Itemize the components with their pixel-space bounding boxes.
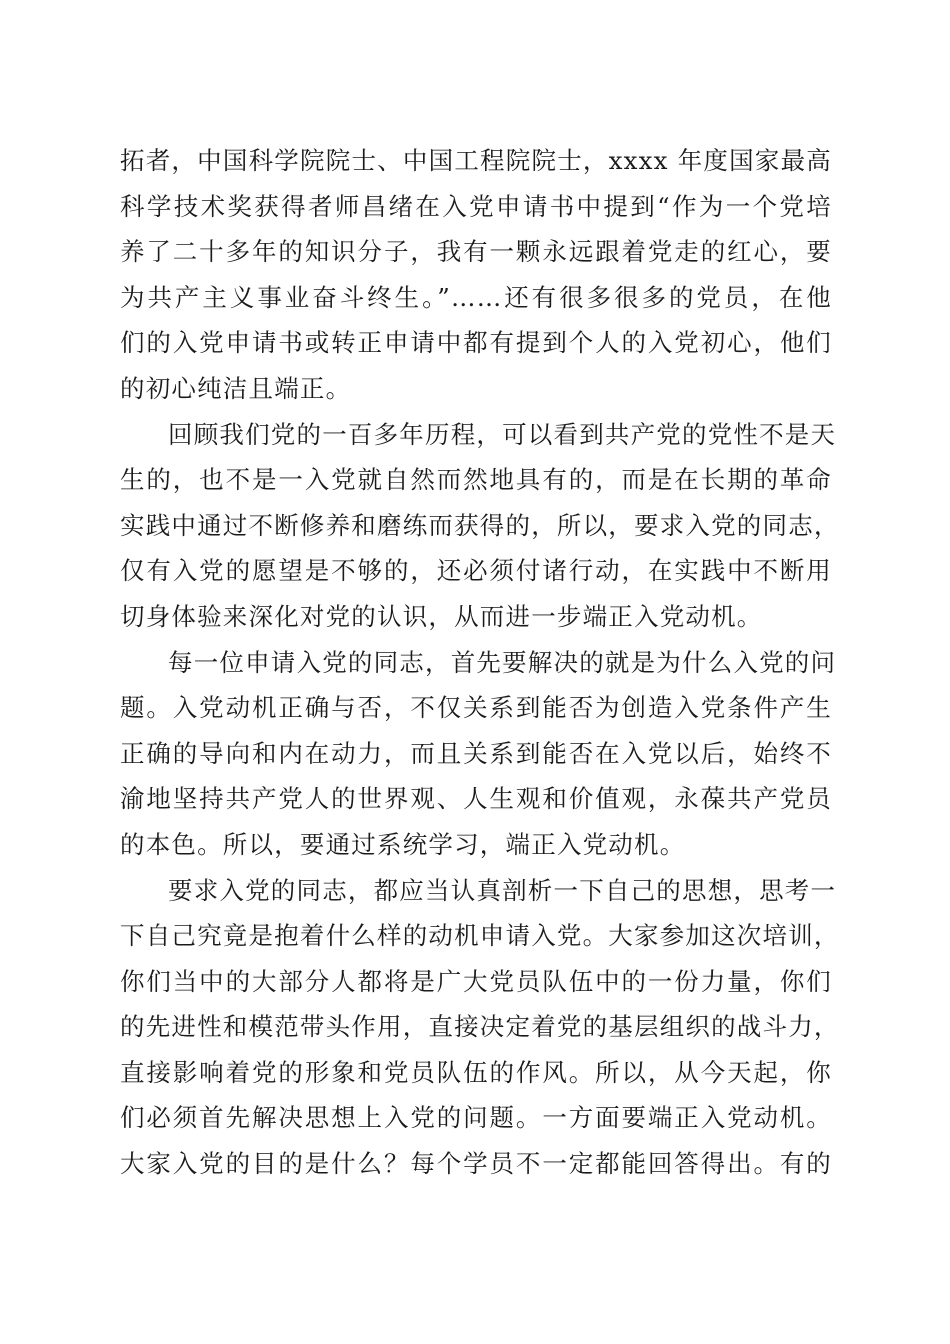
paragraph-3-line-1: 每一位申请入党的同志，首先要解决的就是为什么入党的问 xyxy=(168,647,837,677)
paragraph-3-line-2: 题。入党动机正确与否，不仅关系到能否为创造入党条件产生 xyxy=(120,693,832,723)
paragraph-1-line-2: 科学技术奖获得者师昌绪在入党申请书中提到“作为一个党培 xyxy=(120,191,832,221)
paragraph-2-line-5: 切身体验来深化对党的认识，从而进一步端正入党动机。 xyxy=(120,601,763,631)
paragraph-4-line-2: 下自己究竟是抱着什么样的动机申请入党。大家参加这次培训， xyxy=(120,921,840,951)
paragraph-4-line-6: 们必须首先解决思想上入党的问题。一方面要端正入党动机。 xyxy=(120,1103,832,1133)
paragraph-4-line-1: 要求入党的同志，都应当认真剖析一下自己的思想，思考一 xyxy=(168,875,837,905)
paragraph-2-line-3: 实践中通过不断修养和磨练而获得的，所以，要求入党的同志， xyxy=(120,510,840,540)
paragraph-4-line-3: 你们当中的大部分人都将是广大党员队伍中的一份力量，你们 xyxy=(120,966,832,996)
paragraph-4-line-7: 大家入党的目的是什么？每个学员不一定都能回答得出。有的 xyxy=(120,1149,832,1179)
paragraph-1-line-5: 们的入党申请书或转正申请中都有提到个人的入党初心，他们 xyxy=(120,328,832,358)
paragraph-1-line-3: 养了二十多年的知识分子，我有一颗永远跟着党走的红心，要 xyxy=(120,237,832,267)
paragraph-2-line-1: 回顾我们党的一百多年历程，可以看到共产党的党性不是天 xyxy=(168,419,837,449)
paragraph-3-line-5: 的本色。所以，要通过系统学习，端正入党动机。 xyxy=(120,829,686,859)
paragraph-1-line-1: 拓者，中国科学院院士、中国工程院院士，xxxx 年度国家最高 xyxy=(120,146,832,175)
paragraph-2-line-2: 生的，也不是一入党就自然而然地具有的，而是在长期的革命 xyxy=(120,465,832,495)
paragraph-3-line-4: 渝地坚持共产党人的世界观、人生观和价值观，永葆共产党员 xyxy=(120,784,832,814)
paragraph-4-line-5: 直接影响着党的形象和党员队伍的作风。所以，从今天起，你 xyxy=(120,1057,832,1087)
document-body xyxy=(120,138,840,1187)
paragraph-4-line-4: 的先进性和模范带头作用，直接决定着党的基层组织的战斗力， xyxy=(120,1012,840,1042)
paragraph-1-line-4: 为共产主义事业奋斗终生。”……还有很多很多的党员，在他 xyxy=(120,282,832,312)
paragraph-1-line-6: 的初心纯洁且端正。 xyxy=(120,373,352,403)
paragraph-2-line-4: 仅有入党的愿望是不够的，还必须付诸行动，在实践中不断用 xyxy=(120,556,832,586)
paragraph-3-line-3: 正确的导向和内在动力，而且关系到能否在入党以后，始终不 xyxy=(120,738,832,768)
